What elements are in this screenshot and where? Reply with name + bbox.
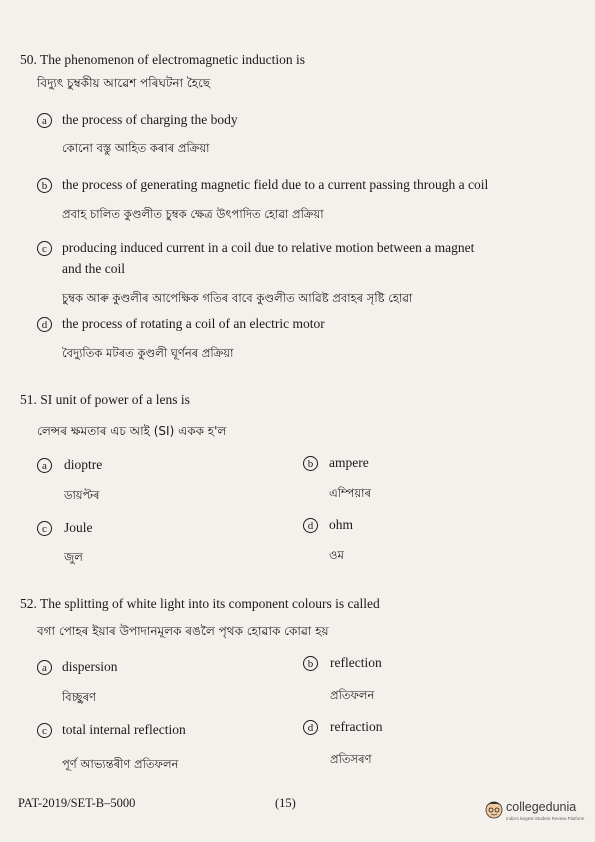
option-text-bengali: প্ৰবাহ চালিত কুণ্ডলীত চুম্বক ক্ষেত্ৰ উৎপাদিত হোৱা প্ৰক্ৰিয়া	[62, 207, 324, 221]
option-letter: d	[303, 720, 318, 735]
option-letter: c	[37, 521, 52, 536]
option-text-bengali: জুল	[64, 550, 83, 564]
option-text: total internal reflection	[62, 722, 186, 737]
option-text: the process of charging the body	[62, 112, 238, 127]
logo-name: collegedunia	[506, 800, 577, 814]
option-text: ohm	[329, 517, 354, 532]
question-text: 50. The phenomenon of electromagnetic induction is	[20, 52, 306, 67]
option-text-bengali: পূৰ্ণ আভ্যন্তৰীণ প্ৰতিফলন	[62, 757, 179, 771]
option-text-bengali: কোনো বস্তু আহিত কৰাৰ প্ৰক্ৰিয়া	[62, 141, 210, 155]
logo-tagline: India's largest Student Review Platform	[506, 816, 585, 821]
option-letter: d	[303, 518, 318, 533]
question-text: 52. The splitting of white light into its component colours is called	[20, 596, 380, 611]
option-text-bengali: ওম	[329, 548, 344, 562]
option-text: reflection	[330, 655, 382, 670]
question-text-bengali: বিদ্যুৎ চুম্বকীয় আৱেশ পৰিঘটনা হৈছে	[37, 76, 211, 90]
option-text-bengali: চুম্বক আৰু কুণ্ডলীৰ আপেক্ষিক গতিৰ বাবে কুণ্ডলীত আৱিষ্ট প্ৰবাহৰ সৃষ্টি হোৱা	[62, 291, 413, 305]
collegedunia-logo	[482, 796, 592, 830]
option-text-bengali: ডায়প্টৰ	[64, 488, 100, 502]
option-text: producing induced current in a coil due to relative motion between a magnet	[62, 240, 475, 255]
option-letter: c	[37, 723, 52, 738]
option-letter: c	[37, 241, 52, 256]
option-text: dioptre	[64, 457, 103, 472]
option-letter: a	[37, 113, 52, 128]
option-text: the process of rotating a coil of an electric motor	[62, 316, 325, 331]
option-letter: a	[37, 660, 52, 675]
option-letter: b	[303, 456, 318, 471]
option-text: the process of generating magnetic field due to a current passing through a coil	[62, 177, 489, 192]
option-text-bengali: প্ৰতিসৰণ	[330, 752, 372, 766]
option-text: Joule	[64, 520, 93, 535]
option-letter: b	[37, 178, 52, 193]
page-number: (15)	[275, 796, 296, 810]
question-text: 51. SI unit of power of a lens is	[20, 392, 190, 407]
option-text-bengali: বৈদ্যুতিক মটৰত কুণ্ডলী ঘূৰ্ণনৰ প্ৰক্ৰিয়া	[62, 346, 234, 360]
option-text: ampere	[329, 455, 369, 470]
option-text-bengali: এম্পিয়াৰ	[329, 486, 371, 500]
question-text-bengali: বগা পোহৰ ইয়াৰ উপাদানমূলক ৰঙলৈ পৃথক হোৱাক কোৱা হয়	[37, 624, 329, 638]
option-letter: d	[37, 317, 52, 332]
option-text-bengali: বিচ্ছুৰণ	[62, 690, 97, 704]
option-text-continued: and the coil	[62, 261, 125, 276]
option-letter: b	[303, 656, 318, 671]
option-text-bengali: প্ৰতিফলন	[330, 688, 375, 702]
exam-code: PAT-2019/SET-B–5000	[18, 796, 136, 810]
option-text: dispersion	[62, 659, 118, 674]
question-text-bengali: লেন্সৰ ক্ষমতাৰ এচ আই (SI) একক হ'ল	[37, 424, 227, 438]
student-face-icon	[484, 798, 504, 820]
option-letter: a	[37, 458, 52, 473]
option-text: refraction	[330, 719, 383, 734]
